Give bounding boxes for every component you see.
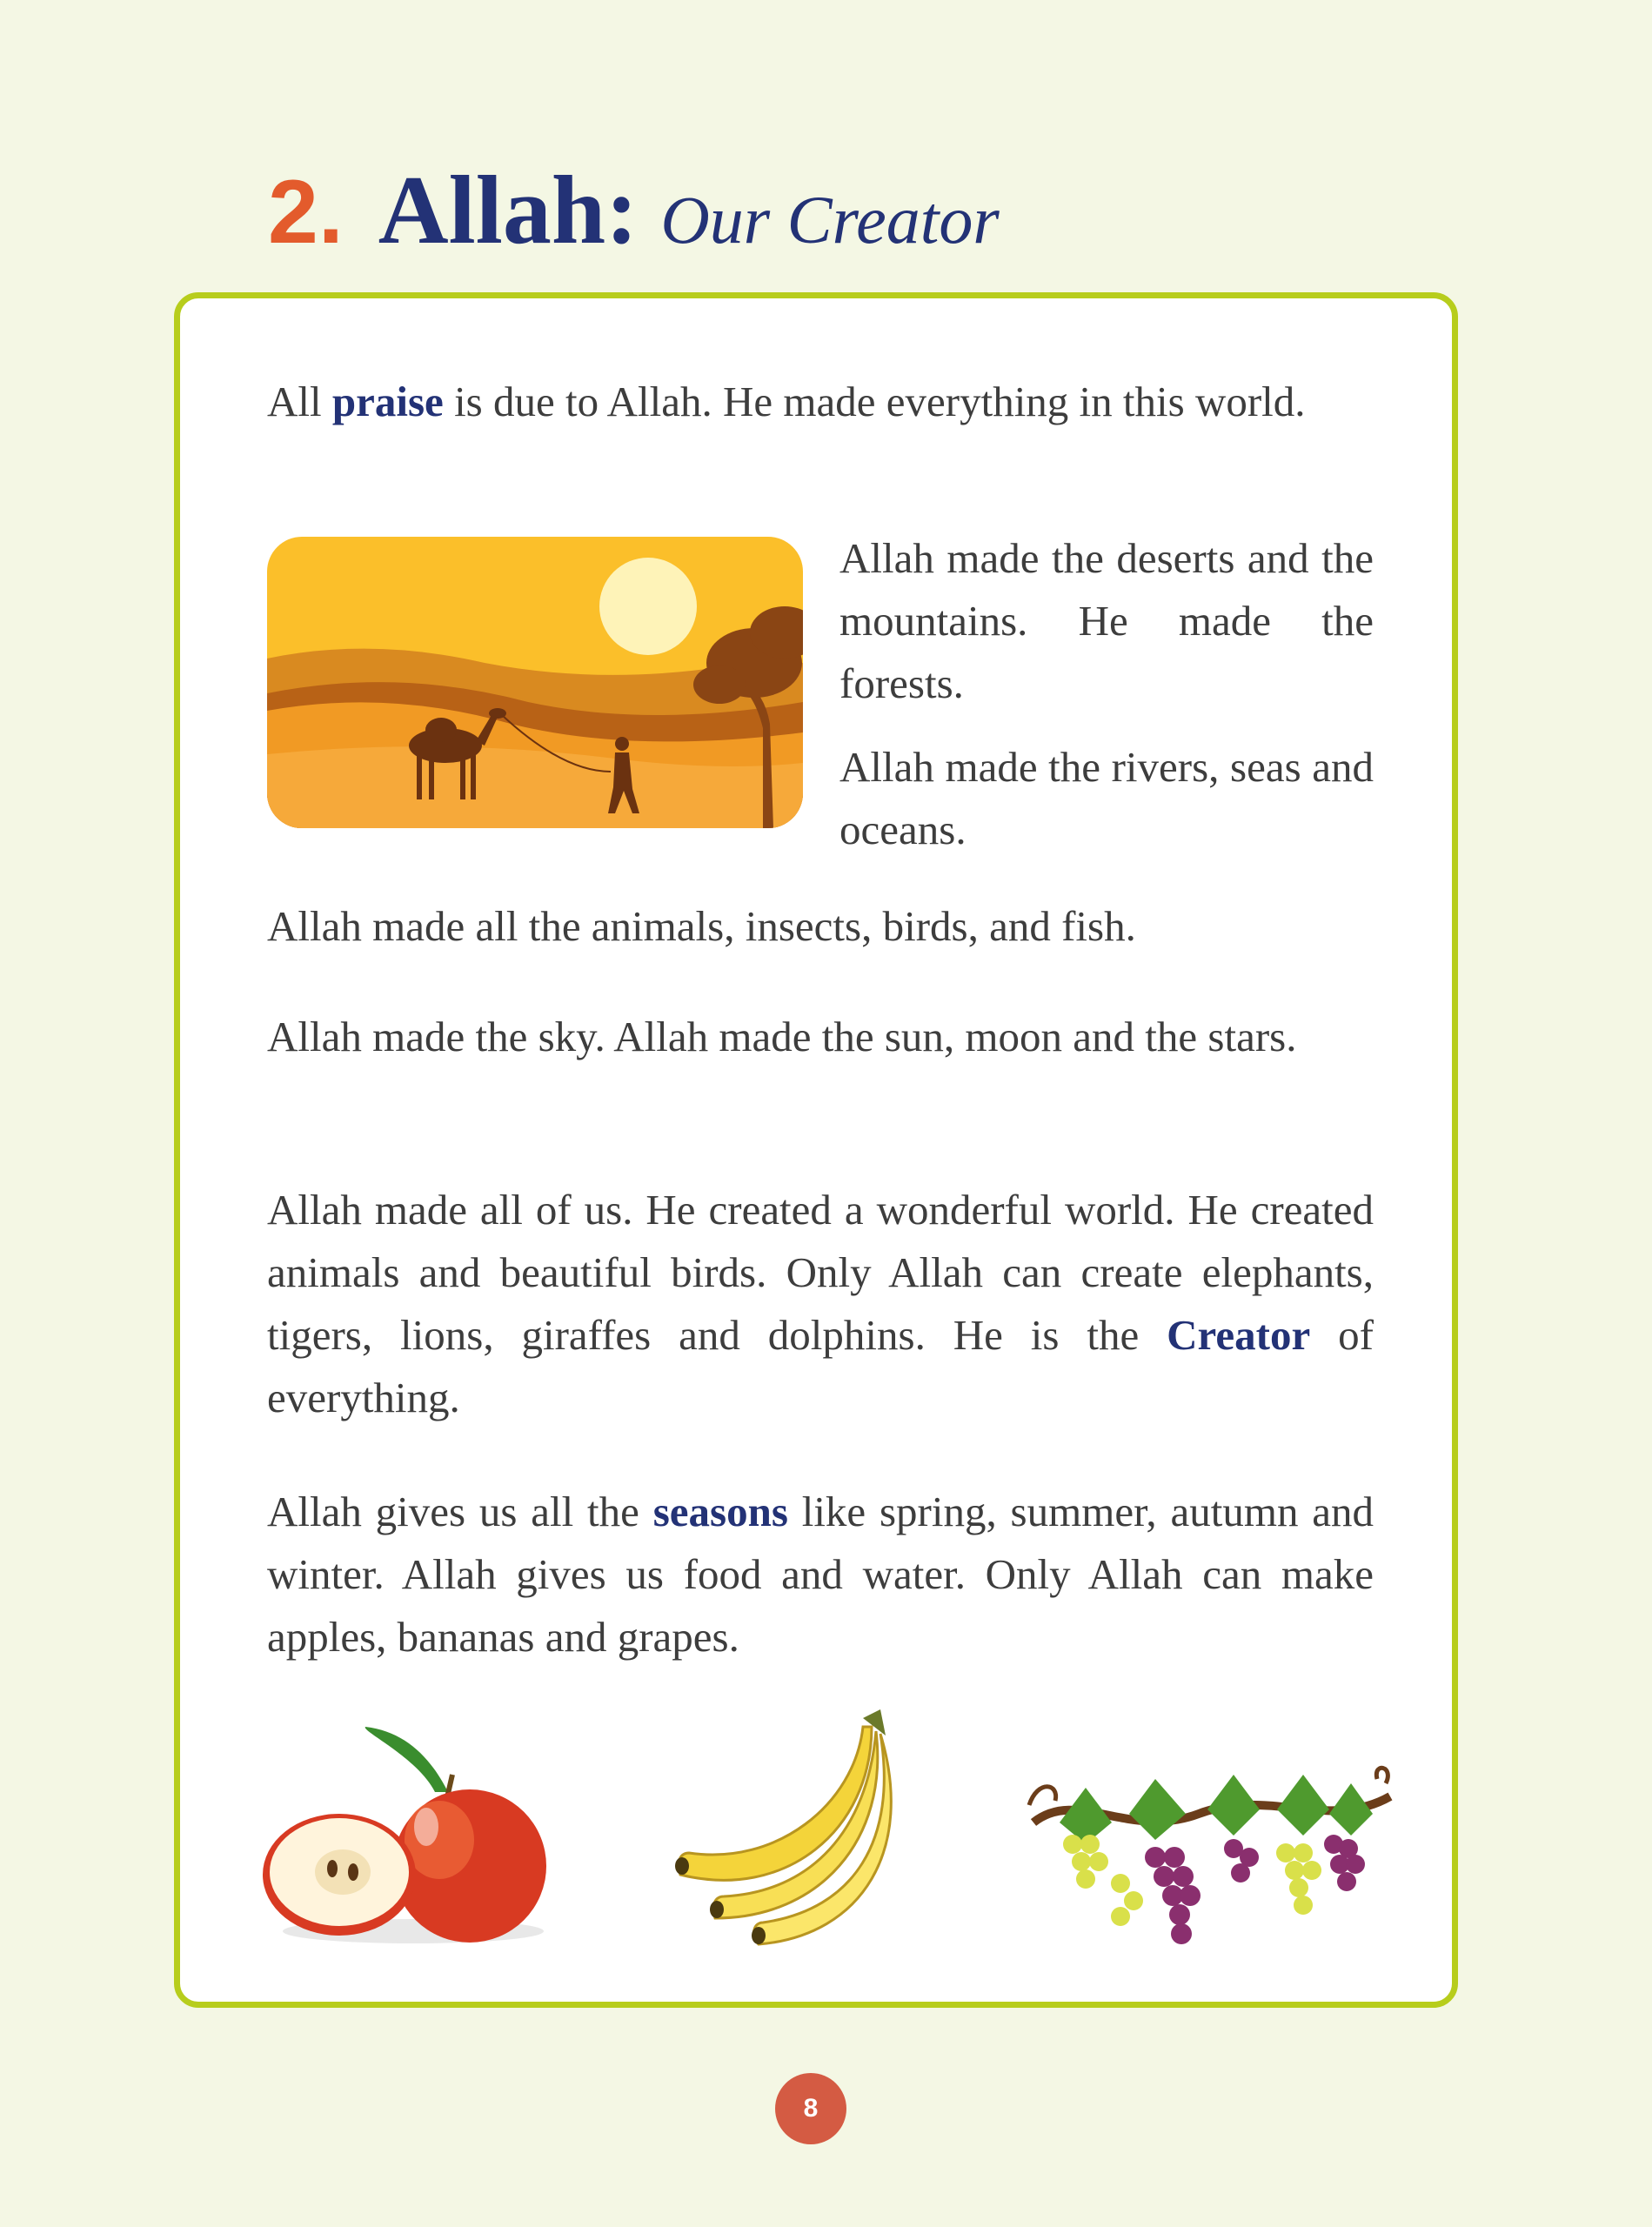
paragraph-sky: Allah made the sky. Allah made the sun, moon and the stars. <box>267 1013 1297 1060</box>
paragraph-creator: Allah made all of us. He created a wonderful world. He created animals and beautiful birds. Only Allah can create elephants, tigers, lions, giraffes and dolphins. He is the Creator of everything. <box>267 1186 1374 1421</box>
paragraph-deserts: Allah made the deserts and the mountains. He made the forests. <box>839 534 1374 707</box>
apple-icon <box>252 1722 565 1949</box>
paragraph-animals: Allah made all the animals, insects, birds, and fish. <box>267 902 1136 950</box>
page-number-badge: 8 <box>775 2073 846 2144</box>
keyword-praise: praise <box>331 378 444 425</box>
chapter-subtitle: Our Creator <box>660 182 1000 257</box>
keyword-creator: Creator <box>1167 1311 1311 1359</box>
paragraph-rivers: Allah made the rivers, seas and oceans. <box>839 743 1374 853</box>
chapter-title: Allah: <box>378 157 639 264</box>
page-title <box>268 155 1000 267</box>
chapter-number: 2. <box>268 162 344 263</box>
sun-icon <box>599 558 697 655</box>
banana-icon <box>663 1701 924 1953</box>
keyword-seasons: seasons <box>652 1488 788 1535</box>
paragraph-praise: All praise is due to Allah. He made everything in this world. <box>267 378 1306 425</box>
grapes-icon <box>1025 1762 1399 1949</box>
desert-illustration <box>267 537 803 828</box>
paragraph-seasons: Allah gives us all the seasons like spring, summer, autumn and winter. Allah gives us food and water. Only Allah can make apples, bananas and grapes. <box>267 1488 1374 1661</box>
